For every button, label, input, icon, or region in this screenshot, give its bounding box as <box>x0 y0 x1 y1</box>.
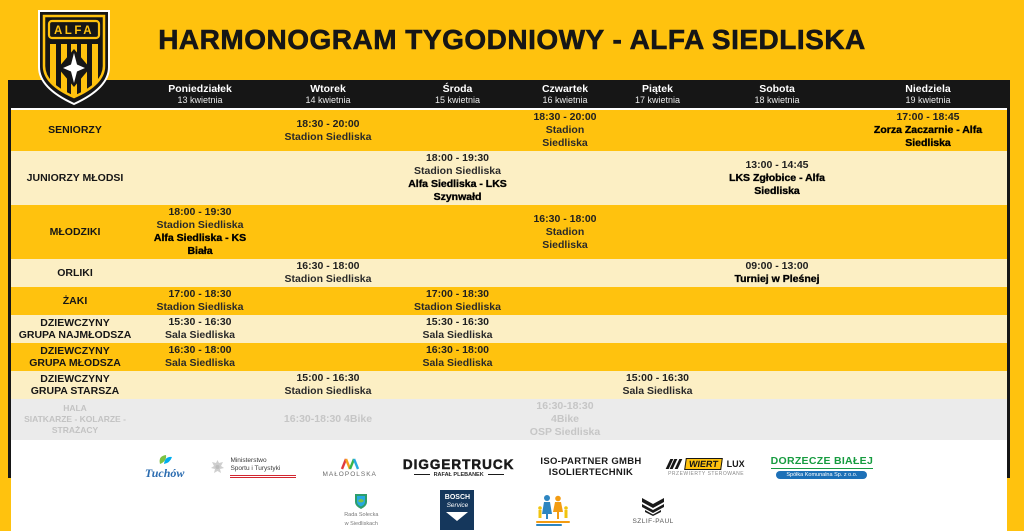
schedule-cell-r9-d3 <box>395 399 520 440</box>
group-label: DZIEWCZYNY GRUPA STARSZA <box>30 372 120 397</box>
schedule-cell-r2-d7 <box>849 151 1007 205</box>
sponsor-diggertruck <box>403 457 515 478</box>
schedule-cell-r8-d4 <box>520 371 610 399</box>
wiertlux-part2: LUX <box>726 458 745 469</box>
schedule-cell-r2-d6: 13:00 - 14:45 LKS Zgłobice - Alfa Siedliska <box>729 158 825 197</box>
malopolska-label: MAŁOPOLSKA <box>322 470 377 478</box>
schedule-cell-r2-d2 <box>261 151 395 205</box>
family-icon <box>536 494 570 520</box>
schedule-cell-r9-d7 <box>849 399 1007 440</box>
alfa-club-logo <box>36 8 112 108</box>
schedule-cell-r8-d5: 15:00 - 16:30 Sala Siedliska <box>622 372 693 397</box>
schedule-cell-r9-d5 <box>610 399 705 440</box>
schedule-cell-r9-d2: 16:30-18:30 4Bike <box>283 413 373 425</box>
schedule-cell-r9-d1 <box>139 399 261 440</box>
flag-stripe <box>230 475 296 478</box>
schedule-cell-r6-d5 <box>610 315 705 343</box>
day-header-row <box>11 80 1007 110</box>
sponsor-wiertlux <box>668 458 745 477</box>
group-label: HALA SIATKARZE - KOLARZE - STRAŻACY <box>24 403 126 435</box>
schedule-cell-r4-d5 <box>610 259 705 287</box>
schedule-cell-r5-d5 <box>610 287 705 315</box>
sponsor-family-club <box>536 494 570 526</box>
rada-line2: w Siedliskach <box>344 521 378 527</box>
bosch-line1: BOSCH <box>444 494 471 501</box>
schedule-row-4 <box>11 259 1007 287</box>
sponsor-bosch-service <box>440 490 474 530</box>
schedule-cell-r4-d6: 09:00 - 13:00 Turniej w Pleśnej <box>734 260 820 285</box>
left-dash <box>414 474 430 476</box>
group-label: DZIEWCZYNY GRUPA MŁODSZA <box>29 344 121 369</box>
schedule-cell-r5-d7 <box>849 287 1007 315</box>
ministerstwo-line2: Sportu i Turystyki <box>230 464 281 472</box>
rada-line1: Rada Sołecka <box>344 512 379 518</box>
schedule-cell-r9-d6 <box>705 399 849 440</box>
schedule-cell-r3-d1: 18:00 - 19:30 Stadion Siedliska Alfa Siedliska - KS Biała <box>153 206 247 257</box>
rada-crest-icon <box>353 492 369 510</box>
schedule-row-1 <box>11 110 1007 151</box>
tuchow-leaf-icon <box>154 454 176 466</box>
sponsor-rada-solecka <box>344 492 378 528</box>
day-header-6: Sobota 18 kwietnia <box>754 83 800 105</box>
schedule-cell-r5-d1: 17:00 - 18:30 Stadion Siedliska <box>156 288 244 313</box>
schedule-cell-r7-d1: 16:30 - 18:00 Sala Siedliska <box>164 344 236 369</box>
schedule-cell-r7-d4 <box>520 343 610 371</box>
day-header-5: Piątek 17 kwietnia <box>634 83 681 105</box>
schedule-cell-r1-d4: 18:30 - 20:00 Stadion Siedliska <box>533 111 597 149</box>
tuchow-label: Tuchów <box>144 465 185 480</box>
schedule-cell-r4-d2: 16:30 - 18:00 Stadion Siedliska <box>284 260 372 285</box>
dorzecze-sub: Spółka Komunalna Sp. z o.o. <box>776 471 867 479</box>
day-header-3: Środa 15 kwietnia <box>434 83 481 105</box>
bosch-square <box>440 490 474 530</box>
chevrons-icon <box>638 496 668 516</box>
sponsor-ministerstwo <box>210 457 296 478</box>
schedule-cell-r7-d3: 16:30 - 18:00 Sala Siedliska <box>422 344 493 369</box>
schedule-cell-r2-d5 <box>610 151 705 205</box>
schedule-row-8 <box>11 371 1007 399</box>
schedule-cell-r7-d5 <box>610 343 705 371</box>
ministerstwo-line1: Ministerstwo <box>230 456 267 464</box>
schedule-cell-r8-d1 <box>139 371 261 399</box>
sponsor-iso-partner <box>540 456 641 478</box>
bosch-line2: Service <box>446 502 469 509</box>
schedule-cell-r5-d2 <box>261 287 395 315</box>
schedule-row-3 <box>11 205 1007 259</box>
iso-line2: ISOLIERTECHNIK <box>548 467 634 478</box>
schedule-cell-r3-d3 <box>395 205 520 259</box>
day-header-2: Wtorek 14 kwietnia <box>305 83 351 105</box>
sponsor-szlif-paul <box>632 496 673 525</box>
dorzecze-label: DORZECZE BIAŁEJ <box>770 455 874 467</box>
schedule-cell-r6-d6 <box>705 315 849 343</box>
schedule-cell-r3-d7 <box>849 205 1007 259</box>
schedule-cell-r2-d3: 18:00 - 19:30 Stadion Siedliska Alfa Siedliska - LKS Szynwałd <box>408 152 507 203</box>
schedule-row-9 <box>11 399 1007 440</box>
schedule-cell-r5-d6 <box>705 287 849 315</box>
sponsor-tuchow <box>145 454 185 481</box>
schedule-cell-r5-d3: 17:00 - 18:30 Stadion Siedliska <box>414 288 501 313</box>
schedule-cell-r6-d2 <box>261 315 395 343</box>
wiertlux-marks-icon <box>668 459 680 469</box>
schedule-cell-r3-d2 <box>261 205 395 259</box>
schedule-cell-r8-d7 <box>849 371 1007 399</box>
schedule-cell-r7-d2 <box>261 343 395 371</box>
wiertlux-part1: WIERT <box>684 458 723 470</box>
schedule-cell-r9-d4: 16:30-18:30 4Bike OSP Siedliska <box>529 400 601 438</box>
malopolska-m-icon <box>340 457 360 470</box>
diggertruck-label: DIGGERTRUCK <box>402 456 515 472</box>
schedule-cell-r5-d4 <box>520 287 610 315</box>
schedule-cell-r2-d4 <box>520 151 610 205</box>
group-label: JUNIORZY MŁODSI <box>26 171 124 184</box>
right-dash <box>488 474 504 476</box>
schedule-cell-r6-d7 <box>849 315 1007 343</box>
diggertruck-sub: RAFAŁ PLEBANEK <box>433 471 484 478</box>
schedule-cell-r3-d6 <box>705 205 849 259</box>
szlif-label: SZLIF-PAUL <box>632 517 674 525</box>
schedule-cell-r6-d4 <box>520 315 610 343</box>
sponsor-dorzecze-bialej <box>771 455 874 479</box>
schedule-cell-r7-d7 <box>849 343 1007 371</box>
schedule-row-6 <box>11 315 1007 343</box>
schedule-cell-r3-d4: 16:30 - 18:00 Stadion Siedliska <box>533 212 597 251</box>
schedule-cell-r8-d2: 15:00 - 16:30 Stadion Siedliska <box>284 372 372 397</box>
group-label: ŻAKI <box>62 294 88 307</box>
group-label: SENIORZY <box>48 124 102 137</box>
logo-club-name: ALFA <box>53 25 95 37</box>
wiertlux-sub: PRZEWIERTY STEROWANE <box>668 470 745 477</box>
day-header-1: Poniedziałek 13 kwietnia <box>168 83 232 105</box>
schedule-cell-r4-d3 <box>395 259 520 287</box>
schedule-cell-r6-d3: 15:30 - 16:30 Sala Siedliska <box>422 316 493 341</box>
eagle-icon <box>210 459 225 476</box>
schedule-cell-r4-d1 <box>139 259 261 287</box>
family-caption-bars <box>536 521 570 526</box>
iso-line1: ISO-PARTNER GMBH <box>540 456 642 467</box>
sponsors-row-2 <box>11 489 1007 531</box>
schedule-cell-r4-d7 <box>849 259 1007 287</box>
sponsors-row-1 <box>11 449 1007 485</box>
day-header-7: Niedziela 19 kwietnia <box>905 83 951 105</box>
bosch-wedge-icon <box>446 512 468 521</box>
schedule-cell-r6-d1: 15:30 - 16:30 Sala Siedliska <box>164 316 236 341</box>
schedule-cell-r1-d2: 18:30 - 20:00 Stadion Siedliska <box>284 117 372 143</box>
group-label: DZIEWCZYNY GRUPA NAJMŁODSZA <box>18 316 132 341</box>
schedule-cell-r1-d1 <box>139 110 261 151</box>
schedule-cell-r1-d7: 17:00 - 18:45 Zorza Zaczarnie - Alfa Siedliska <box>873 111 983 149</box>
schedule-cell-r3-d5 <box>610 205 705 259</box>
group-label: MŁODZIKI <box>49 225 101 238</box>
schedule-row-2 <box>11 151 1007 205</box>
schedule-card <box>8 80 1010 527</box>
schedule-cell-r4-d4 <box>520 259 610 287</box>
schedule-cell-r1-d5 <box>610 110 705 151</box>
sponsors-section <box>11 440 1007 531</box>
schedule-cell-r8-d3 <box>395 371 520 399</box>
group-label: ORLIKI <box>57 266 93 279</box>
schedule-cell-r2-d1 <box>139 151 261 205</box>
schedule-row-7 <box>11 343 1007 371</box>
sponsor-malopolska <box>322 457 376 478</box>
page-title: HARMONOGRAM TYGODNIOWY - ALFA SIEDLISKA <box>158 24 866 55</box>
schedule-cell-r8-d6 <box>705 371 849 399</box>
schedule-rows <box>11 110 1007 440</box>
schedule-cell-r1-d3 <box>395 110 520 151</box>
top-banner <box>0 0 1024 80</box>
schedule-row-5 <box>11 287 1007 315</box>
schedule-cell-r1-d6 <box>705 110 849 151</box>
schedule-cell-r7-d6 <box>705 343 849 371</box>
day-header-4: Czwartek 16 kwietnia <box>541 83 589 105</box>
